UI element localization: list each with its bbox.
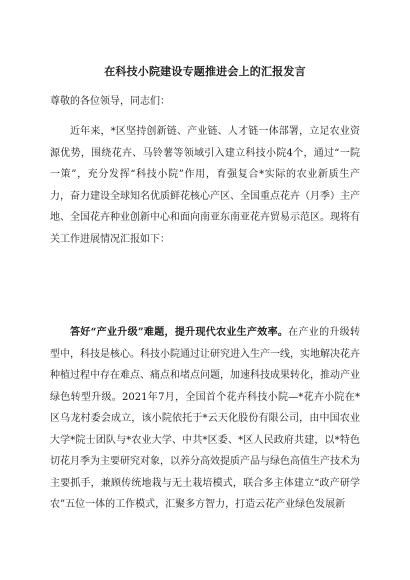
paragraph-intro: 近年来，*区坚持创新链、产业链、人才链一体部署，立足农业资源优势，围绕花卉、马铃薯等领域引入建立科技小院4个，通过“一院一策”，充分发挥“科技小院”作用，育强复合*实际的农业新质生产力，奋力建设全球知名优质鲜花核心产区、全国重点花卉（月季）主产地、全国花卉种业创新中心和面向南亚东南亚花卉贸易示范区。现将有关工作进展情况汇报如下： <box>50 126 360 245</box>
salutation: 尊敬的各位领导，同志们： <box>50 96 170 107</box>
paragraph-industry-upgrade <box>50 322 360 516</box>
document-title: 在科技小院建设专题推进会上的汇报发言 <box>104 65 306 78</box>
paragraph-body-text: 在产业的升级转型中，科技是核心。科技小院通过让研究进入生产一线，实地解决花卉种植过程中存在难点、痛点和堵点问题，加速科技成果转化，推动产业绿色转型升级。2021年7月，全国首个花卉科技小院—*花卉小院在*区乌龙村委会成立，该小院依托于*云天化股份有限公司，由中国农业大学*院士团队与*农业大学、中共*区委、*区人民政府共建，以*特色切花月季为主要研究对象，以养分高效提质产品与绿色高值生产技术为主要抓手，兼顾传统地栽与无土栽培模式，联合多主体建立“政产研学农”五位一体的工作模式，汇聚多方智力，打造云花产业绿色发展新 <box>50 327 360 510</box>
paragraph-lead-heading: 答好“产业升级”难题，提升现代农业生产效率。 <box>70 327 289 338</box>
